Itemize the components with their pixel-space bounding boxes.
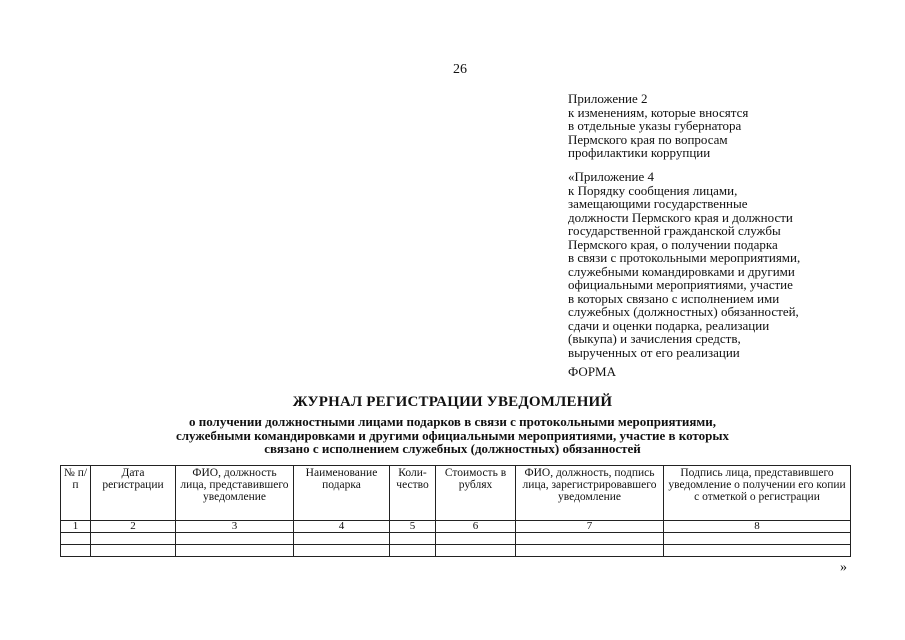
appendix-2-line: профилактики коррупции [568, 145, 711, 160]
column-header: Стоимость в рублях [436, 466, 516, 521]
appendix-4-line: служебными командировками и другими [568, 263, 795, 279]
journal-subtitle-line: о получении должностными лицами подарков в связи с протокольными мероприятиями, [188, 414, 717, 429]
appendix-4-line: государственной гражданской службы [568, 223, 781, 238]
table-cell [664, 533, 851, 545]
journal-subtitle-line: служебными командировками и другими официальными мероприятиями, участие в которых [175, 427, 730, 443]
appendix-4-line: официальными мероприятиями, участие [568, 277, 793, 292]
journal-subtitle [0, 415, 905, 456]
table-cell [516, 545, 664, 557]
appendix-4-line: «Приложение 4 [568, 169, 655, 184]
form-label: ФОРМА [568, 364, 616, 379]
journal-title: ЖУРНАЛ РЕГИСТРАЦИИ УВЕДОМЛЕНИЙ [292, 394, 613, 410]
appendix-4-line: в связи с протокольными мероприятиями, [568, 250, 801, 265]
column-number: 6 [436, 521, 516, 533]
table-cell [61, 533, 91, 545]
page-number: 26 [453, 62, 467, 77]
table-row [61, 545, 851, 557]
column-number: 4 [294, 521, 390, 533]
table-cell [176, 533, 294, 545]
table-cell [176, 545, 294, 557]
journal-subtitle-line: связано с исполнением служебных (должностных) обязанностей [264, 441, 641, 456]
appendix-2-block [568, 92, 888, 160]
column-number: 8 [664, 521, 851, 533]
table-cell [61, 545, 91, 557]
appendix-2-line: к изменениям, которые вносятся [568, 104, 749, 120]
column-header: ФИО, должность лица, представившего уведомление [176, 466, 294, 521]
appendix-4-line: замещающими государственные [568, 196, 748, 211]
column-number-row [61, 521, 851, 533]
appendix-4-line: Пермского края, о получении подарка [568, 236, 778, 252]
column-header: Коли-чество [390, 466, 436, 521]
column-header: Дата регистрации [91, 466, 176, 521]
appendix-4-line: должности Пермского края и должности [568, 209, 793, 225]
table-cell [91, 533, 176, 545]
table-cell [294, 545, 390, 557]
column-header: Наименование подарка [294, 466, 390, 521]
appendix-4-block [568, 170, 888, 359]
appendix-2-line: в отдельные указы губернатора [568, 118, 742, 133]
table-cell [294, 533, 390, 545]
appendix-4-line: вырученных от его реализации [568, 344, 740, 360]
table-cell [91, 545, 176, 557]
column-number: 2 [91, 521, 176, 533]
table-cell [436, 545, 516, 557]
appendix-4-line: в которых связано с исполнением ими [568, 290, 780, 306]
column-header: ФИО, должность, подпись лица, зарегистрировавшего уведомление [516, 466, 664, 521]
appendix-4-line: (выкупа) и зачисления средств, [568, 331, 741, 346]
appendix-2-line: Пермского края по вопросам [568, 131, 728, 147]
appendix-4-line: служебных (должностных) обязанностей, [568, 304, 799, 319]
appendix-4-line: к Порядку сообщения лицами, [568, 182, 738, 198]
table-cell [516, 533, 664, 545]
column-number: 7 [516, 521, 664, 533]
table-header-row [61, 466, 851, 521]
column-header: № п/п [61, 466, 91, 521]
registration-table [60, 465, 851, 557]
column-number: 5 [390, 521, 436, 533]
table-cell [664, 545, 851, 557]
table-cell [390, 533, 436, 545]
closing-quote: » [840, 560, 847, 575]
table-cell [390, 545, 436, 557]
column-header: Подпись лица, представившего уведомление о получении его копии с отметкой о регистрации [664, 466, 851, 521]
appendix-2-line: Приложение 2 [568, 91, 648, 106]
column-number: 3 [176, 521, 294, 533]
column-number: 1 [61, 521, 91, 533]
table-cell [436, 533, 516, 545]
appendix-4-line: сдачи и оценки подарка, реализации [568, 317, 770, 333]
table-row [61, 533, 851, 545]
